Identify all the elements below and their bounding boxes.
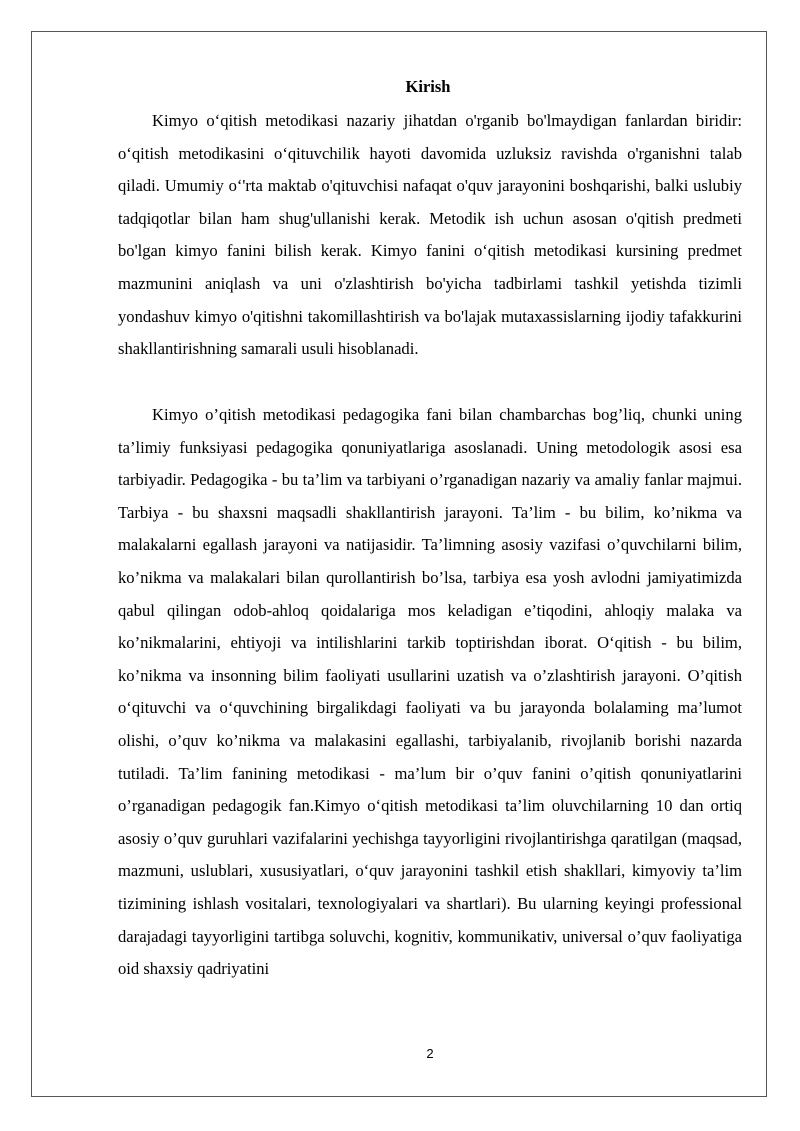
body-paragraph-2: Kimyo o’qitish metodikasi pedagogika fani bilan chambarchas bog’liq, chunki uning ta’limiy funksiyasi pedagogika qonuniyatlariga asoslanadi. Uning metodologik asosi esa tarbiyadir. Pedagogika - bu ta’lim va tarbiyani o’rganadigan nazariy va amaliy fanlar majmui. Tarbiya - bu shaxsni maqsadli shakllantirish jarayoni. Ta’lim - bu bilim, ko’nikma va malakalarni egallash jarayoni va natijasidir. Ta’limning asosiy vazifasi o’quvchilarni bilim, ko’nikma va malakalari bilan qurollantirish bo’lsa, tarbiya esa yosh avlodni jamiyatimizda qabul qilingan odob-ahloq qoidalariga mos keladigan e’tiqodini, ahloqiy malaka va ko’nikmalarini, ehtiyoji va intilishlarini tarkib toptirishdan iborat. O‘qitish - bu bilim, ko’nikma va insonning bilim faoliyati usullarini uzatish va o’zlashtirish jarayoni. O’qitish o‘qituvchi va o‘quvchining birgalikdagi faoliyati va bu jarayonda bolalaming ma’lumot olishi, o’quv ko’nikma va malakasini egallashi, tarbiyalanib, rivojlanib borishi nazarda tutiladi. Ta’lim fanining metodikasi - ma’lum bir o’quv fanini o’qitish qonuniyatlarini o’rganadigan pedagogik fan.Kimyo o‘qitish metodikasi ta’lim oluvchilarning 10 dan ortiq asosiy o’quv guruhlari vazifalarini yechishga tayyorligini rivojlantirishga qaratilgan (maqsad, mazmuni, uslublari, xususiyatlari, o‘quv jarayonini tashkil etish shakllari, kimyoviy ta’lim tizimining ishlash vositalari, texnologiyalari va shartlari). Bu ularning keyingi professional darajadagi tayyorligini tartibga soluvchi, kognitiv, kommunikativ, universal o’quv faoliyatiga oid shaxsiy qadriyatini xyxy=(118,405,742,979)
section-heading: Kirish xyxy=(405,77,451,96)
page-number: 2 xyxy=(426,1046,434,1061)
body-paragraph-1: Kimyo o‘qitish metodikasi nazariy jihatdan o'rganib bo'lmaydigan fanlardan biridir: o‘qitish metodikasini o‘qituvchilik hayoti davomida uzluksiz ravishda o'rganishni talab qiladi. Umumiy o‘'rta maktab o'qituvchisi nafaqat o'quv jarayonini boshqarishi, balki uslubiy tadqiqotlar bilan ham shug'ullanishi kerak. Metodik ish uchun asosan o'qitish predmeti bo'lgan kimyo fanini bilish kerak. Kimyo fanini o‘qitish metodikasi kursining predmet mazmunini aniqlash va uni o'zlashtirish bo'yicha tadbirlami tashkil yetishda tizimli yondashuv kimyo o'qitishni takomillashtirish va bo'lajak mutaxassislarning ijodiy tafakkurini shakllantirishning samarali usuli hisoblanadi. xyxy=(118,111,742,359)
